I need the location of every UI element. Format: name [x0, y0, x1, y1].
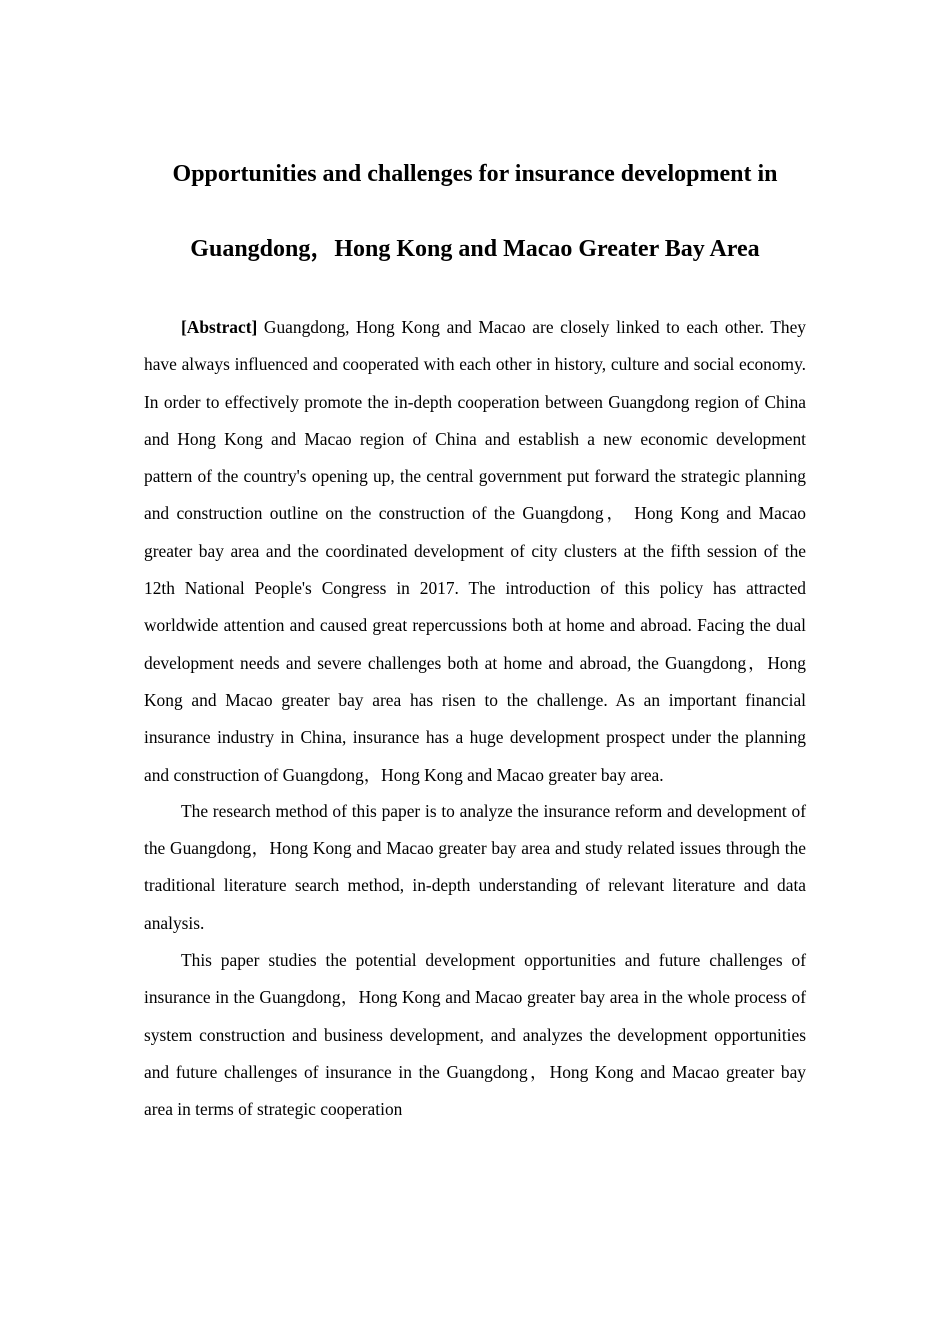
abstract-body — [144, 309, 806, 1129]
study-scope-paragraph: This paper studies the potential development opportunities and future challenges of insurance in the Guangdong，Hong Kong and Macao greater bay area in the whole process of system construction and business development, and analyzes the development opportunities and future challenges of insurance in the Guangdong，Hong Kong and Macao greater bay area in terms of strategic cooperation — [144, 950, 806, 1120]
abstract-paragraph — [144, 309, 806, 794]
research-method-paragraph: The research method of this paper is to analyze the insurance reform and development of the Guangdong，Hong Kong and Macao greater bay area and study related issues through the traditional literature search method, in-depth understanding of relevant literature and data analysis. — [144, 800, 806, 933]
abstract-paragraph-text: Guangdong, Hong Kong and Macao are closely linked to each other. They have always influenced and cooperated with each other in history, culture and social economy. In order to effectively promote the in-depth cooperation between Guangdong region of China and Hong Kong and Macao region of China and establish a new economic development pattern of the country's opening up, the central government put forward the strategic planning and construction outline on the construction of the Guangdong， Hong Kong and Macao greater bay area and the coordinated development of city clusters at the fifth session of the 12th National People's Congress in 2017. The introduction of this policy has attracted worldwide attention and caused great repercussions both at home and abroad. Facing the dual development needs and severe challenges both at home and abroad, the Guangdong，Hong Kong and Macao greater bay area has risen to the challenge. As an important financial insurance industry in China, insurance has a huge development prospect under the planning and construction of Guangdong，Hong Kong and Macao greater bay area. — [144, 317, 806, 785]
abstract-label: [Abstract] — [181, 317, 258, 337]
paper-title-line-2: Guangdong，Hong Kong and Macao Greater Bay Area — [190, 236, 760, 262]
paper-title-line-1: Opportunities and challenges for insurance development in — [172, 161, 778, 187]
